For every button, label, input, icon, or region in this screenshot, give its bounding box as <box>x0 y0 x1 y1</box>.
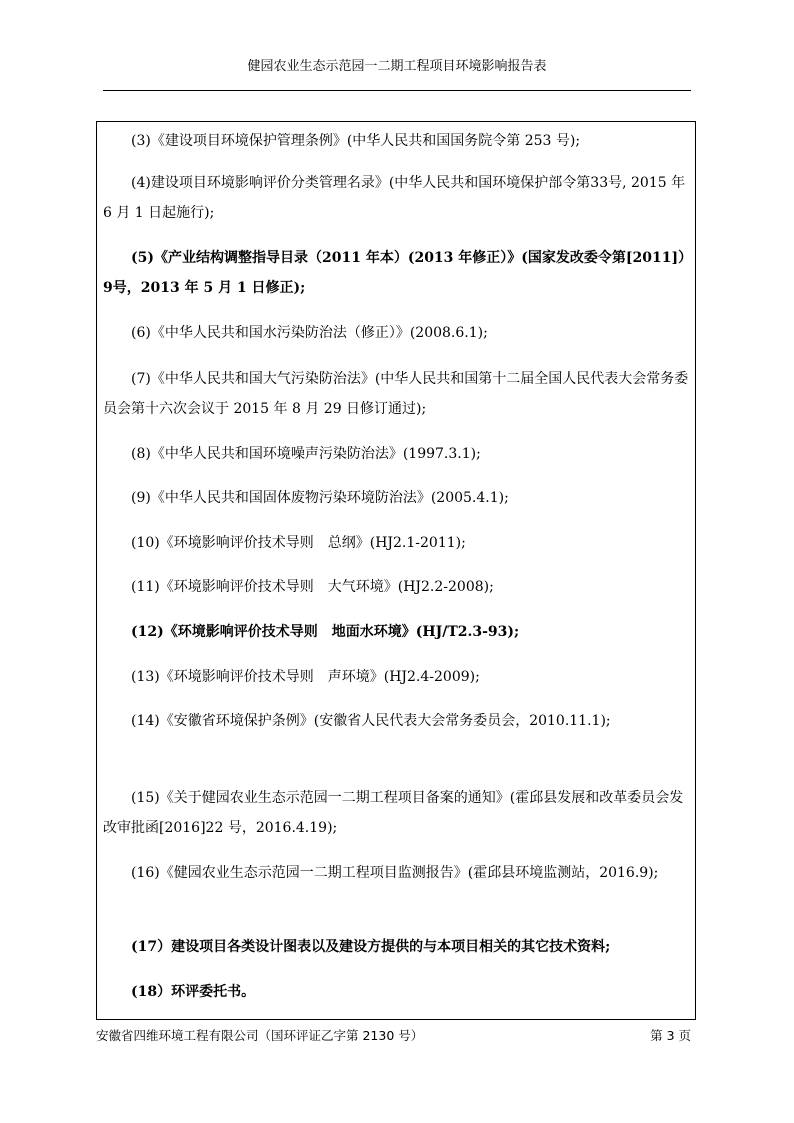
content-frame <box>96 121 696 1020</box>
list-item: (5)《产业结构调整指导目录（2011 年本）(2013 年修正）》(国家发改委令第[2011]）9号，2013 年 5 月 1 日修正); <box>103 250 686 296</box>
list-item: (9)《中华人民共和国固体废物污染环境防治法》(2005.4.1); <box>131 490 509 506</box>
list-item: (3)《建设项目环境保护管理条例》(中华人民共和国国务院令第 253 号); <box>131 133 581 149</box>
list-item: (4)建设项目环境影响评价分类管理名录》(中华人民共和国环境保护部令第33号, 2015 年 6 月 1 日起施行); <box>103 175 686 221</box>
list-item: (11)《环境影响评价技术导则 大气环境》(HJ2.2-2008); <box>131 579 494 595</box>
list-item: (18）环评委托书。 <box>131 984 256 1000</box>
list-item: (13)《环境影响评价技术导则 声环境》(HJ2.4-2009); <box>131 669 480 685</box>
list-item: (17）建设项目各类设计图表以及建设方提供的与本项目相关的其它技术资料; <box>131 939 611 955</box>
list-item: (15)《关于健园农业生态示范园一二期工程项目备案的通知》(霍邱县发展和改革委员会发改审批函[2016]22 号，2016.4.19); <box>103 790 684 836</box>
footer-company: 安徽省四维环境工程有限公司（国环评证乙字第 2130 号） <box>96 1028 424 1043</box>
list-item: (6)《中华人民共和国水污染防治法（修正）》(2008.6.1); <box>131 325 488 341</box>
list-item: (7)《中华人民共和国大气污染防治法》(中华人民共和国第十二届全国人民代表大会常务委员会第十六次会议于 2015 年 8 月 29 日修订通过); <box>103 371 689 417</box>
list-item: (14)《安徽省环境保护条例》(安徽省人民代表大会常务委员会，2010.11.1); <box>131 713 611 729</box>
footer-page-number: 第 3 页 <box>650 1028 691 1043</box>
list-item: (12)《环境影响评价技术导则 地面水环境》(HJ/T2.3-93); <box>131 624 520 640</box>
list-item: (10)《环境影响评价技术导则 总纲》(HJ2.1-2011); <box>131 535 466 551</box>
list-item: (8)《中华人民共和国环境噪声污染防治法》(1997.3.1); <box>131 446 481 462</box>
header-divider <box>103 90 691 91</box>
page-header-title: 健园农业生态示范园一二期工程项目环境影响报告表 <box>247 59 547 74</box>
list-item: (16)《健园农业生态示范园一二期工程项目监测报告》(霍邱县环境监测站，2016.9); <box>131 865 659 881</box>
